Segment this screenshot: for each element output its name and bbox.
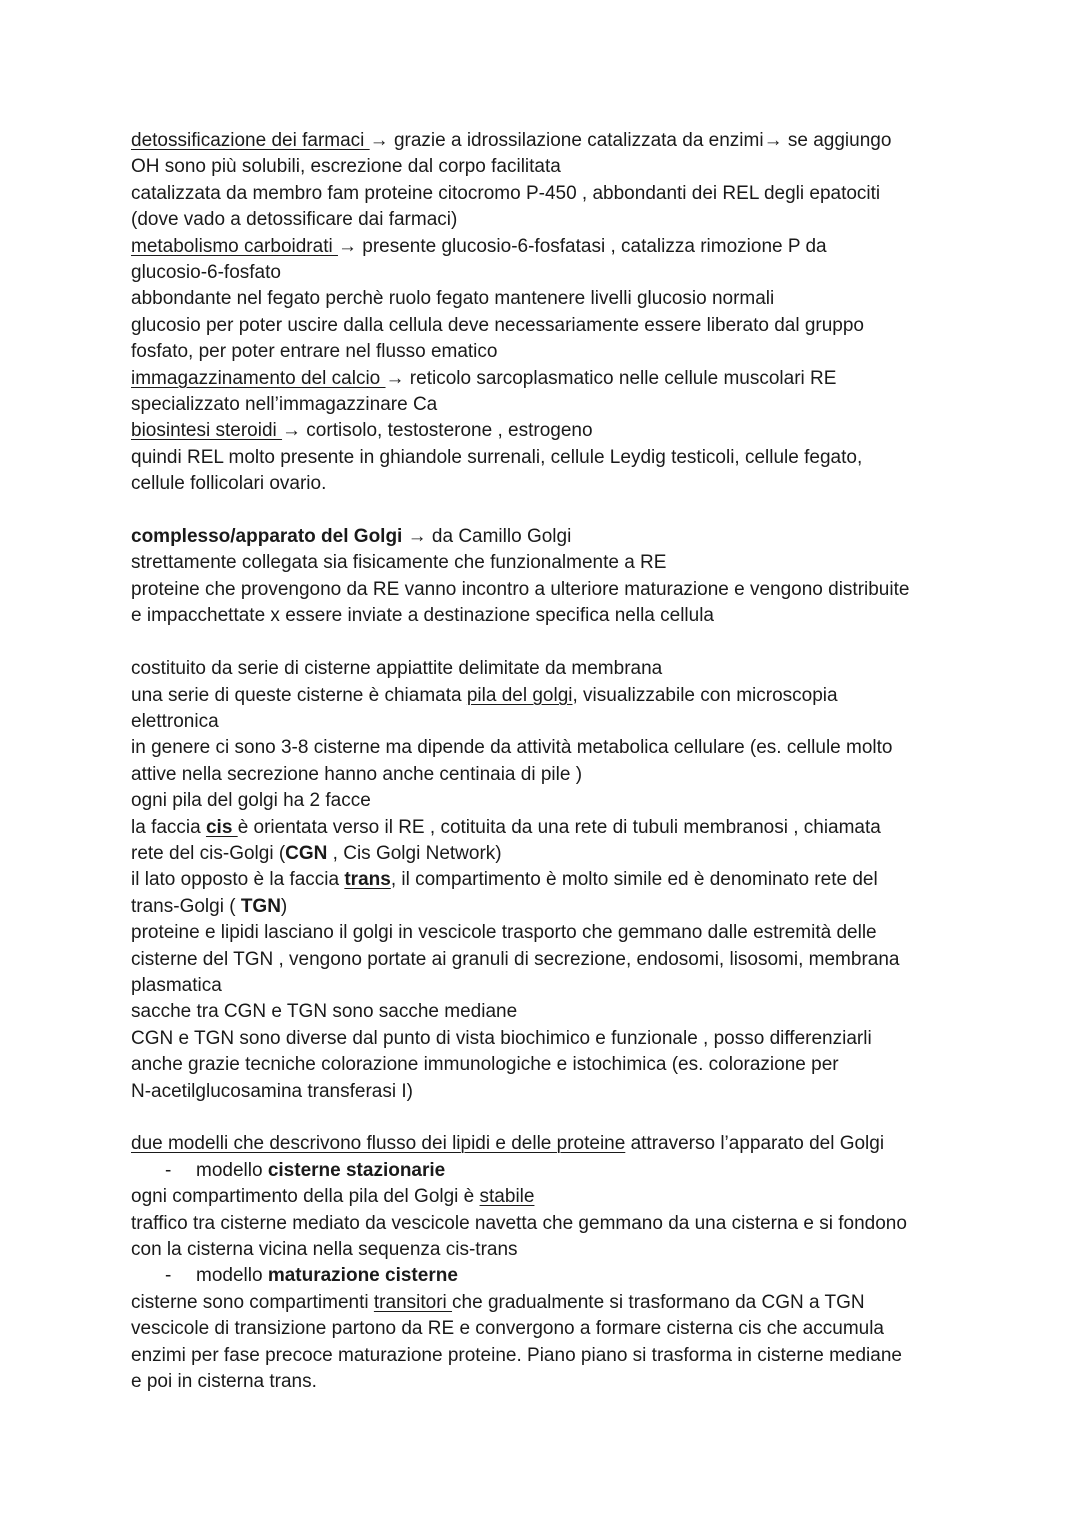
text-line bbox=[131, 524, 980, 550]
term-cisterne-stazionarie: cisterne stazionarie bbox=[267, 1159, 446, 1181]
list-item bbox=[131, 1158, 980, 1184]
text-line bbox=[131, 234, 980, 260]
text-line: specializzato nell’immagazzinare Ca bbox=[131, 394, 438, 416]
text-span: → cortisolo, testosterone , estrogeno bbox=[282, 420, 593, 442]
text-line: attive nella secrezione hanno anche centinaia di pile ) bbox=[131, 763, 583, 785]
text-line: cellule follicolari ovario. bbox=[131, 473, 327, 495]
text-line: ogni pila del golgi ha 2 facce bbox=[131, 790, 371, 812]
text-span: , Cis Golgi Network) bbox=[327, 842, 502, 864]
text-span: una serie di queste cisterne è chiamata bbox=[131, 684, 467, 706]
text-span: è orientata verso il RE , cotituita da una rete di tubuli membranosi , chiamata bbox=[237, 816, 881, 838]
heading-steroidi: biosintesi steroidi bbox=[131, 420, 283, 442]
text-span: , il compartimento è molto simile ed è denominato rete del bbox=[390, 869, 878, 891]
text-span: modello bbox=[196, 1159, 268, 1181]
text-line: anche grazie tecniche colorazione immunologiche e istochimica (es. colorazione per bbox=[131, 1054, 839, 1076]
text-line: glucosio per poter uscire dalla cellula deve necessariamente essere liberato dal gruppo bbox=[131, 314, 864, 336]
text-line: cisterne del TGN , vengono portate ai granuli di secrezione, endosomi, lisosomi, membrana bbox=[131, 948, 900, 970]
text-span: attraverso l’apparato del Golgi bbox=[625, 1133, 885, 1155]
list-item bbox=[131, 1263, 980, 1289]
text-line bbox=[131, 1290, 980, 1316]
text-line bbox=[131, 815, 980, 841]
text-line: vescicole di transizione partono da RE e convergono a formare cisterna cis che accumula bbox=[131, 1318, 884, 1340]
text-line: in genere ci sono 3-8 cisterne ma dipende da attività metabolica cellulare (es. cellule molto bbox=[131, 737, 893, 759]
paragraph-gap bbox=[131, 498, 980, 524]
text-line bbox=[131, 841, 980, 867]
heading-detossificazione: detossificazione dei farmaci bbox=[131, 130, 370, 151]
text-span: che gradualmente si trasformano da CGN a TGN bbox=[452, 1291, 865, 1313]
text-line bbox=[131, 683, 980, 709]
text-span: rete del cis-Golgi ( bbox=[131, 842, 286, 864]
text-line: plasmatica bbox=[131, 974, 222, 996]
bullet-dash: - bbox=[165, 1159, 172, 1181]
text-line: e poi in cisterna trans. bbox=[131, 1371, 317, 1393]
heading-calcio: immagazzinamento del calcio bbox=[131, 367, 386, 389]
text-line: elettronica bbox=[131, 710, 219, 732]
text-line: proteine che provengono da RE vanno incontro a ulteriore maturazione e vengono distribuite bbox=[131, 578, 910, 600]
text-line: enzimi per fase precoce maturazione proteine. Piano piano si trasforma in cisterne mediane bbox=[131, 1344, 902, 1366]
term-cgn: CGN bbox=[285, 842, 328, 864]
text-line bbox=[131, 366, 980, 392]
text-line: CGN e TGN sono diverse dal punto di vista biochimico e funzionale , posso differenziarli bbox=[131, 1027, 872, 1049]
text-span: cisterne sono compartimenti bbox=[131, 1291, 374, 1313]
text-line bbox=[131, 867, 980, 893]
paragraph-gap bbox=[131, 1105, 980, 1131]
text-span: ogni compartimento della pila del Golgi è bbox=[131, 1186, 480, 1208]
term-stabile: stabile bbox=[479, 1186, 535, 1208]
text-span: → da Camillo Golgi bbox=[402, 526, 572, 548]
text-span: il lato opposto è la faccia bbox=[131, 869, 345, 891]
heading-due-modelli: due modelli che descrivono flusso dei lipidi e delle proteine bbox=[131, 1133, 626, 1155]
term-transitori: transitori bbox=[373, 1291, 453, 1313]
text-span: modello bbox=[196, 1265, 268, 1287]
text-line: traffico tra cisterne mediato da vescicole navetta che gemmano da una cisterna e si fondono bbox=[131, 1212, 907, 1234]
text-line: glucosio-6-fosfato bbox=[131, 262, 281, 284]
text-span: la faccia bbox=[131, 816, 206, 838]
text-line: strettamente collegata sia fisicamente che funzionalmente a RE bbox=[131, 552, 667, 574]
text-line bbox=[131, 894, 980, 920]
term-trans: trans bbox=[344, 869, 391, 891]
text-span: → grazie a idrossilazione catalizzata da enzimi→ se aggiungo bbox=[369, 130, 892, 151]
text-line: N-acetilglucosamina transferasi I) bbox=[131, 1080, 413, 1102]
text-line: sacche tra CGN e TGN sono sacche mediane bbox=[131, 1001, 518, 1023]
heading-golgi: complesso/apparato del Golgi bbox=[131, 526, 403, 548]
text-line bbox=[131, 128, 980, 154]
term-maturazione-cisterne: maturazione cisterne bbox=[267, 1265, 458, 1287]
text-line: quindi REL molto presente in ghiandole surrenali, cellule Leydig testicoli, cellule fegato, bbox=[131, 446, 863, 468]
text-span: → presente glucosio-6-fosfatasi , catalizza rimozione P da bbox=[337, 235, 827, 257]
text-line: abbondante nel fegato perchè ruolo fegato mantenere livelli glucosio normali bbox=[131, 288, 775, 310]
text-line: fosfato, per poter entrare nel flusso ematico bbox=[131, 341, 498, 363]
text-line: proteine e lipidi lasciano il golgi in vescicole trasporto che gemmano dalle estremità delle bbox=[131, 922, 877, 944]
text-line: con la cisterna vicina nella sequenza cis-trans bbox=[131, 1239, 518, 1261]
text-line: catalizzata da membro fam proteine citocromo P-450 , abbondanti dei REL degli epatociti bbox=[131, 182, 881, 204]
paragraph-gap bbox=[131, 630, 980, 656]
text-line bbox=[131, 1184, 980, 1210]
text-line: OH sono più solubili, escrezione dal corpo facilitata bbox=[131, 156, 561, 178]
heading-metabolismo: metabolismo carboidrati bbox=[131, 235, 338, 257]
text-line: (dove vado a detossificare dai farmaci) bbox=[131, 209, 458, 231]
text-span: , visualizzabile con microscopia bbox=[572, 684, 838, 706]
text-line: costituito da serie di cisterne appiattite delimitate da membrana bbox=[131, 658, 663, 680]
text-span: → reticolo sarcoplasmatico nelle cellule muscolari RE bbox=[385, 367, 837, 389]
text-span: ) bbox=[280, 895, 288, 917]
term-pila-del-golgi: pila del golgi bbox=[466, 684, 573, 706]
term-tgn: TGN bbox=[240, 895, 281, 917]
term-cis: cis bbox=[205, 816, 238, 838]
text-line bbox=[131, 418, 980, 444]
text-line: e impacchettate x essere inviate a destinazione specifica nella cellula bbox=[131, 605, 714, 627]
text-span: trans-Golgi ( bbox=[131, 895, 241, 917]
text-line bbox=[131, 1131, 980, 1157]
bullet-dash: - bbox=[165, 1265, 172, 1287]
